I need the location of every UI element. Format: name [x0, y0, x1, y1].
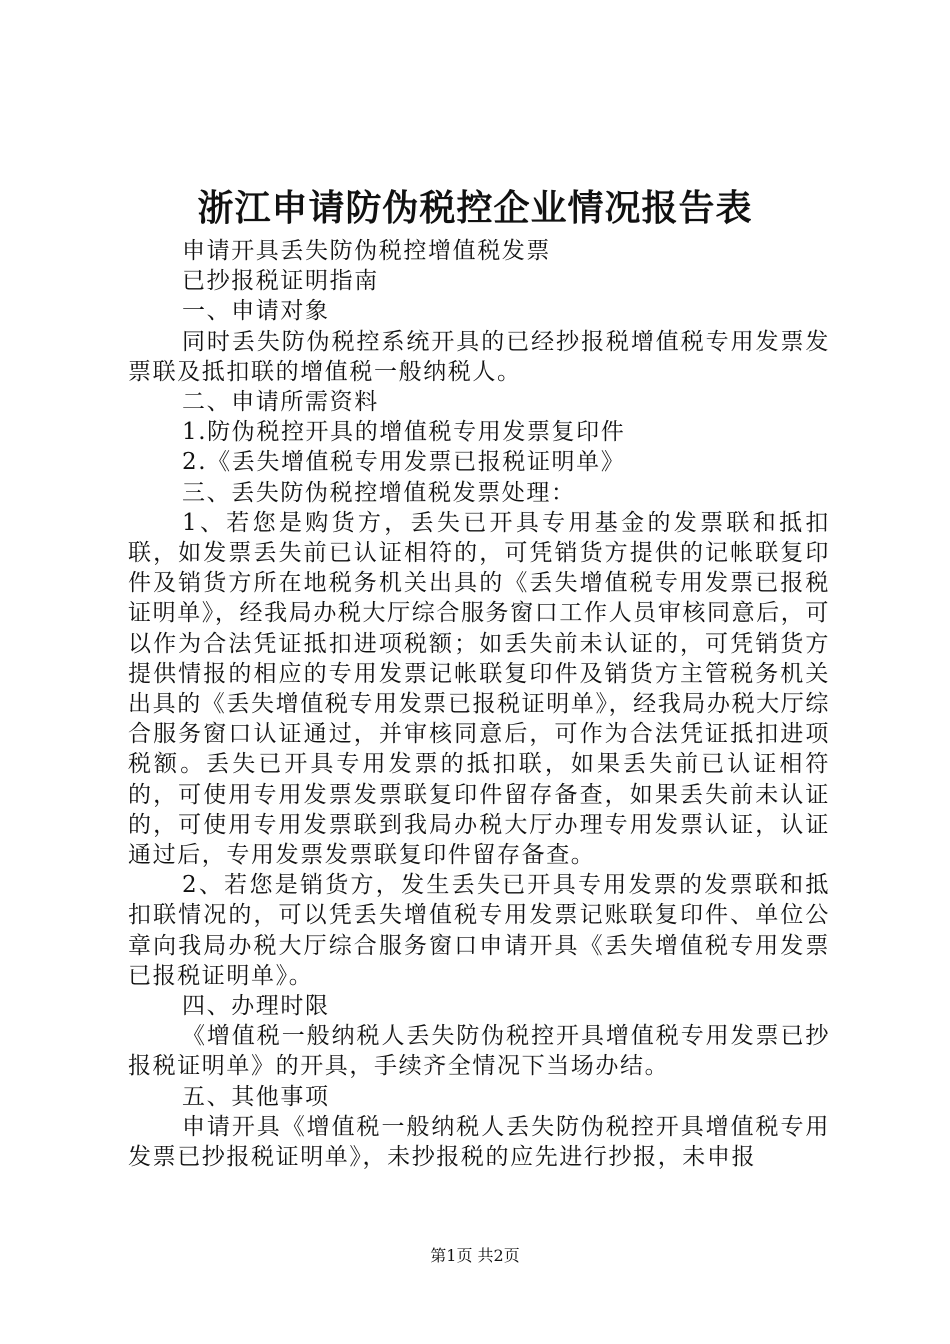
section-heading: 一、申请对象	[182, 298, 330, 325]
paragraph: 2、若您是销货方，发生丢失已开具专用发票的发票联和抵扣联情况的，可以凭丢失增值税专用发票记账联复印件、单位公章向我局办税大厅综合服务窗口申请开具《丢失增值税专用发票已报税证明单》。	[128, 872, 830, 989]
section-heading: 五、其他事项	[182, 1083, 330, 1110]
page-number: 第1页 共2页	[430, 1246, 520, 1265]
paragraph: 《增值税一般纳税人丢失防伪税控开具增值税专用发票已抄报税证明单》的开具，手续齐全情况下当场办结。	[128, 1023, 830, 1080]
paragraph: 申请开具《增值税一般纳税人丢失防伪税控开具增值税专用发票已抄报税证明单》，未抄报税的应先进行抄报，未申报	[128, 1113, 830, 1171]
document-body	[128, 236, 830, 1172]
paragraph: 申请开具丢失防伪税控增值税发票	[182, 238, 551, 264]
paragraph: 1、若您是购货方，丢失已开具专用基金的发票联和抵扣联，如发票丢失前已认证相符的，可凭销货方提供的记帐联复印件及销货方所在地税务机关出具的《丢失增值税专用发票已报税证明单》，经我局办税大厅综合服务窗口工作人员审核同意后，可以作为合法凭证抵扣进项税额；如丢失前未认证的，可凭销货方提供情报的相应的专用发票记帐联复印件及销货方主管税务机关出具的《丢失增值税专用发票已报税证明单》，经我局办税大厅综合服务窗口认证通过，并审核同意后，可作为合法凭证抵扣进项税额。丢失已开具专用发票的抵扣联，如果丢失前已认证相符的，可使用专用发票发票联复印件留存备查，如果丢失前未认证的，可使用专用发票联到我局办税大厅办理专用发票认证，认证通过后，专用发票发票联复印件留存备查。	[128, 509, 830, 869]
document-title: 浙江申请防伪税控企业情况报告表	[197, 187, 753, 229]
paragraph: 已抄报税证明指南	[182, 268, 379, 295]
section-heading: 四、办理时限	[182, 993, 330, 1020]
section-heading: 二、申请所需资料	[182, 389, 379, 416]
list-item: 2.《丢失增值税专用发票已报税证明单》	[182, 449, 626, 476]
list-item: 1.防伪税控开具的增值税专用发票复印件	[182, 419, 626, 446]
section-heading: 三、丢失防伪税控增值税发票处理：	[182, 479, 576, 506]
paragraph: 同时丢失防伪税控系统开具的已经抄报税增值税专用发票发票联及抵扣联的增值税一般纳税人。	[128, 328, 830, 385]
